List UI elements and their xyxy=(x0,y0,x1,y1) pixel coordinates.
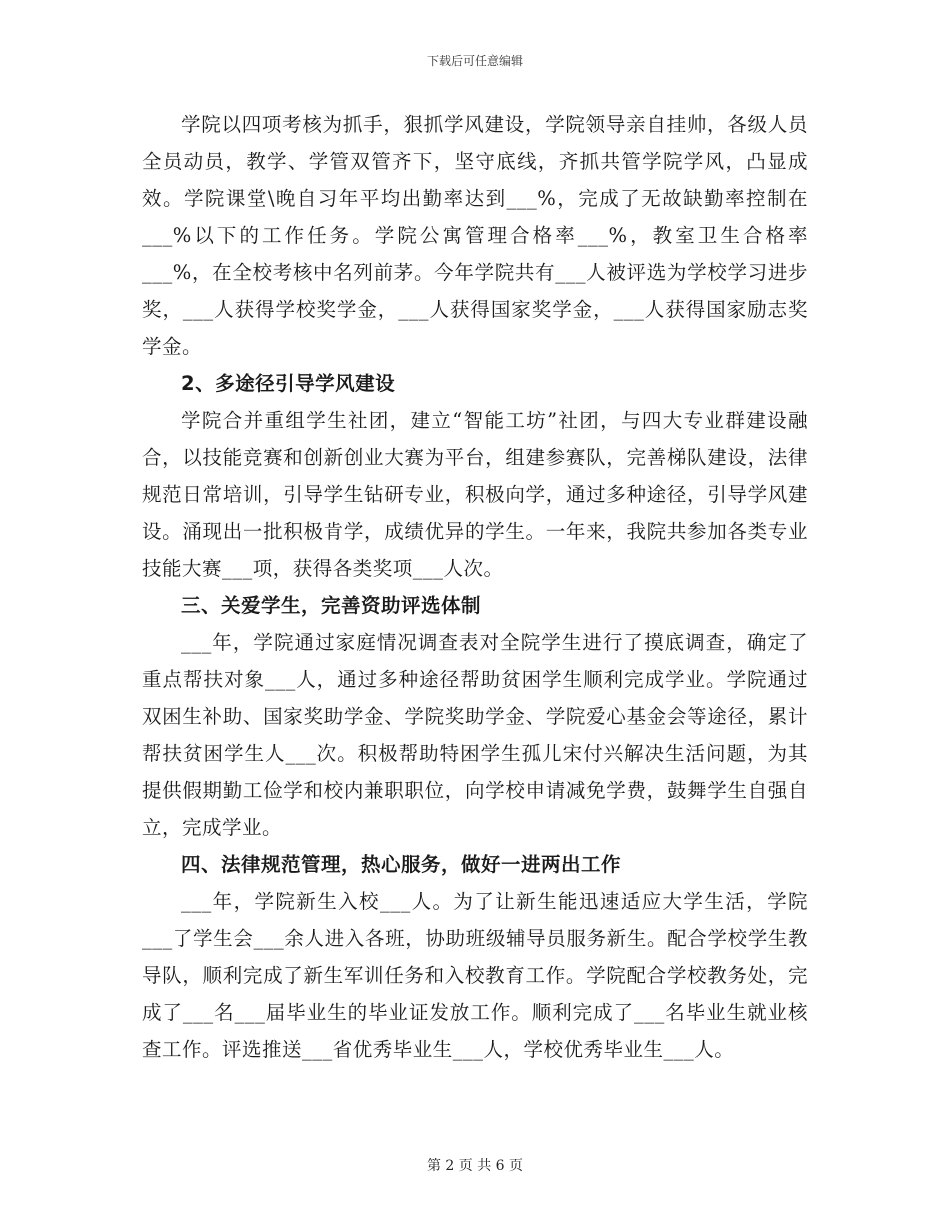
paragraph-student-clubs: 学院合并重组学生社团，建立“智能工坊”社团，与四大专业群建设融合，以技能竞赛和创新创业大赛为平台，组建参赛队，完善梯队建设，法律规范日常培训，引导学生钻研专业，积极向学，通过多种途径，引导学风建设。涌现出一批积极肯学，成绩优异的学生。一年来，我院共参加各类专业技能大赛___项，获得各类奖项___人次。 xyxy=(142,409,808,580)
heading-management-service: 四、法律规范管理，热心服务，做好一进两出工作 xyxy=(181,853,622,876)
paragraph-financial-aid: ___年，学院通过家庭情况调查表对全院学生进行了摸底调查，确定了重点帮扶对象___人，通过多种途径帮助贫困学生顺利完成学业。学院通过双困生补助、国家奖助学金、学院奖助学金、学院爱心基金会等途径，累计帮扶贫困学生人___次。积极帮助特困学生孤儿宋付兴解决生活问题，为其提供假期勤工俭学和校内兼职职位，向学校申请减免学费，鼓舞学生自强自立，完成学业。 xyxy=(142,631,808,839)
heading-multi-channel-guidance: 2、多途径引导学风建设 xyxy=(181,372,396,395)
page-header: 下载后可任意编辑 xyxy=(426,54,523,68)
paragraph-enrollment-graduation: ___年，学院新生入校___人。为了让新生能迅速适应大学生活，学院___了学生会___余人进入各班，协助班级辅导员服务新生。配合学校学生教导队，顺利完成了新生军训任务和入校教育工作。学院配合学校教务处，完成了___名___届毕业生的毕业证发放工作。顺利完成了___名毕业生就业核查工作。评选推送___省优秀毕业生___人，学校优秀毕业生___人。 xyxy=(142,890,808,1061)
document-body xyxy=(142,106,808,1068)
page-number-footer: 第 2 页 共 6 页 xyxy=(426,1158,524,1174)
heading-care-for-students: 三、关爱学生，完善资助评选体制 xyxy=(181,594,482,617)
paragraph-study-style-assessment: 学院以四项考核为抓手，狠抓学风建设，学院领导亲自挂帅，各级人员全员动员，教学、学管双管齐下，坚守底线，齐抓共管学院学风，凸显成效。学院课堂\晚自习年平均出勤率达到___%，完成了无故缺勤率控制在___%以下的工作任务。学院公寓管理合格率___%，教室卫生合格率___%，在全校考核中名列前茅。今年学院共有___人被评选为学校学习进步奖，___人获得学校奖学金，___人获得国家奖学金，___人获得国家励志奖学金。 xyxy=(142,113,808,358)
